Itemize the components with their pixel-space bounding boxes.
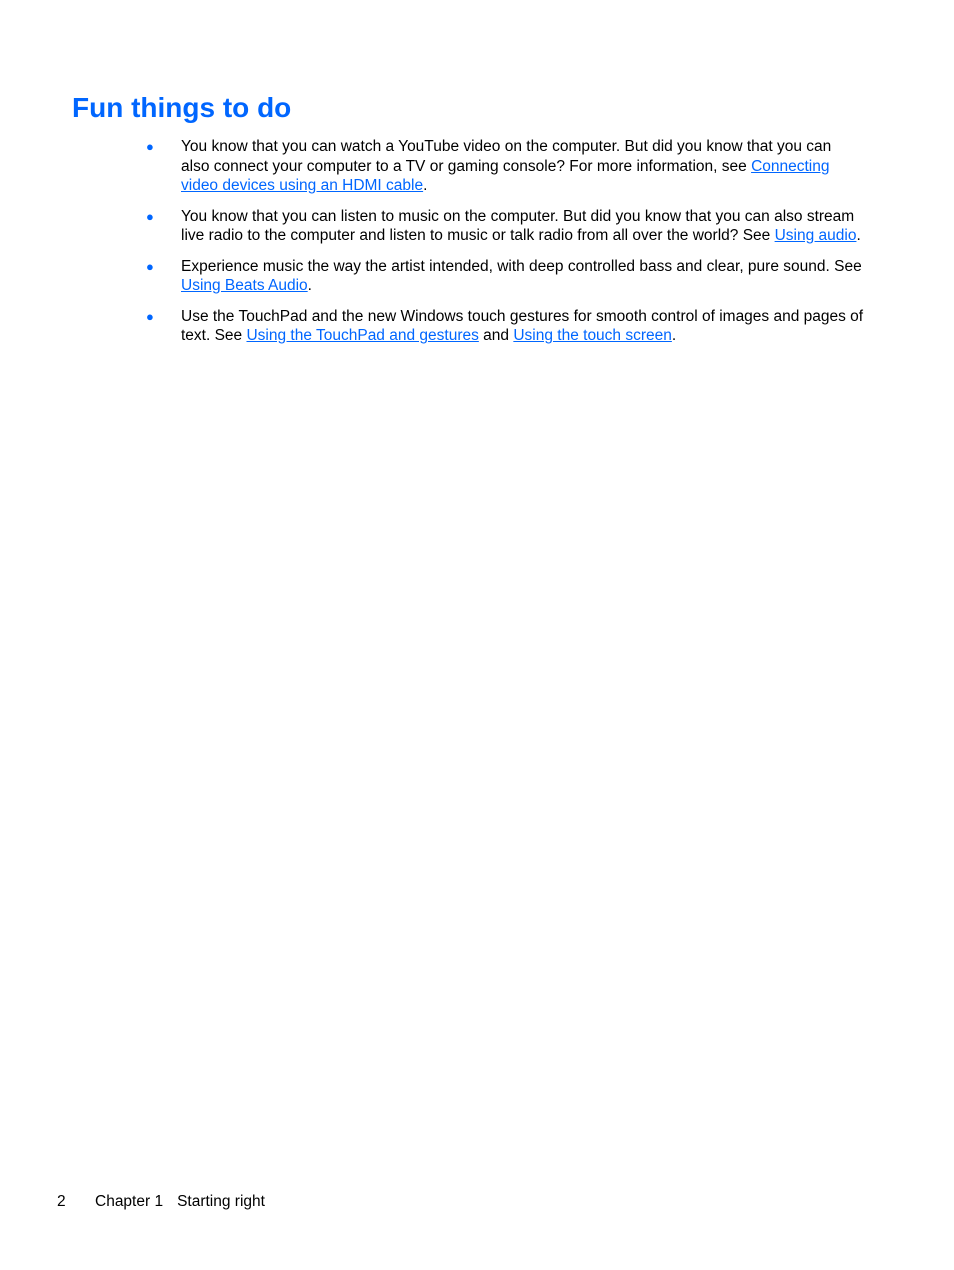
item-text: . <box>307 277 312 294</box>
bullet-dot-icon: ● <box>146 308 154 324</box>
link-connecting-video-devices[interactable]: Connecting video devices using an HDMI cable <box>181 157 830 194</box>
list-item <box>144 207 864 246</box>
list-item <box>144 137 864 196</box>
link-using-audio[interactable]: Using audio <box>774 227 857 244</box>
link-using-touchpad-gestures[interactable]: Using the TouchPad and gestures <box>246 327 479 344</box>
list-item <box>144 307 864 346</box>
item-text: . <box>856 227 861 244</box>
bullet-dot-icon: ● <box>146 258 154 274</box>
page-title: Fun things to do <box>72 92 292 123</box>
page-number: 2 <box>57 1193 66 1210</box>
item-text: and <box>478 327 514 344</box>
page-footer <box>57 1192 265 1211</box>
link-using-beats-audio[interactable]: Using Beats Audio <box>181 277 308 294</box>
link-using-touch-screen[interactable]: Using the touch screen <box>513 327 672 344</box>
chapter-label: Chapter 1 <box>95 1193 164 1210</box>
bullet-dot-icon: ● <box>146 208 154 224</box>
list-item <box>144 257 864 296</box>
chapter-title: Starting right <box>177 1193 265 1210</box>
bullet-list <box>144 137 864 357</box>
item-text: Experience music the way the artist intended, with deep controlled bass and clear, pure sound. See <box>181 257 862 275</box>
item-text: You know that you can listen to music on the computer. But did you know that you can also stream live radio to the computer and listen to music or talk radio from all over the world? See <box>181 207 855 244</box>
item-text: . <box>423 177 428 194</box>
item-text: You know that you can watch a YouTube video on the computer. But did you know that you can also connect your computer to a TV or gaming console? For more information, see <box>181 138 832 175</box>
item-text: . <box>671 327 677 344</box>
bullet-dot-icon: ● <box>146 139 154 154</box>
item-text: Use the TouchPad and the new Windows touch gestures for smooth control of images and pages of text. See <box>181 307 864 344</box>
